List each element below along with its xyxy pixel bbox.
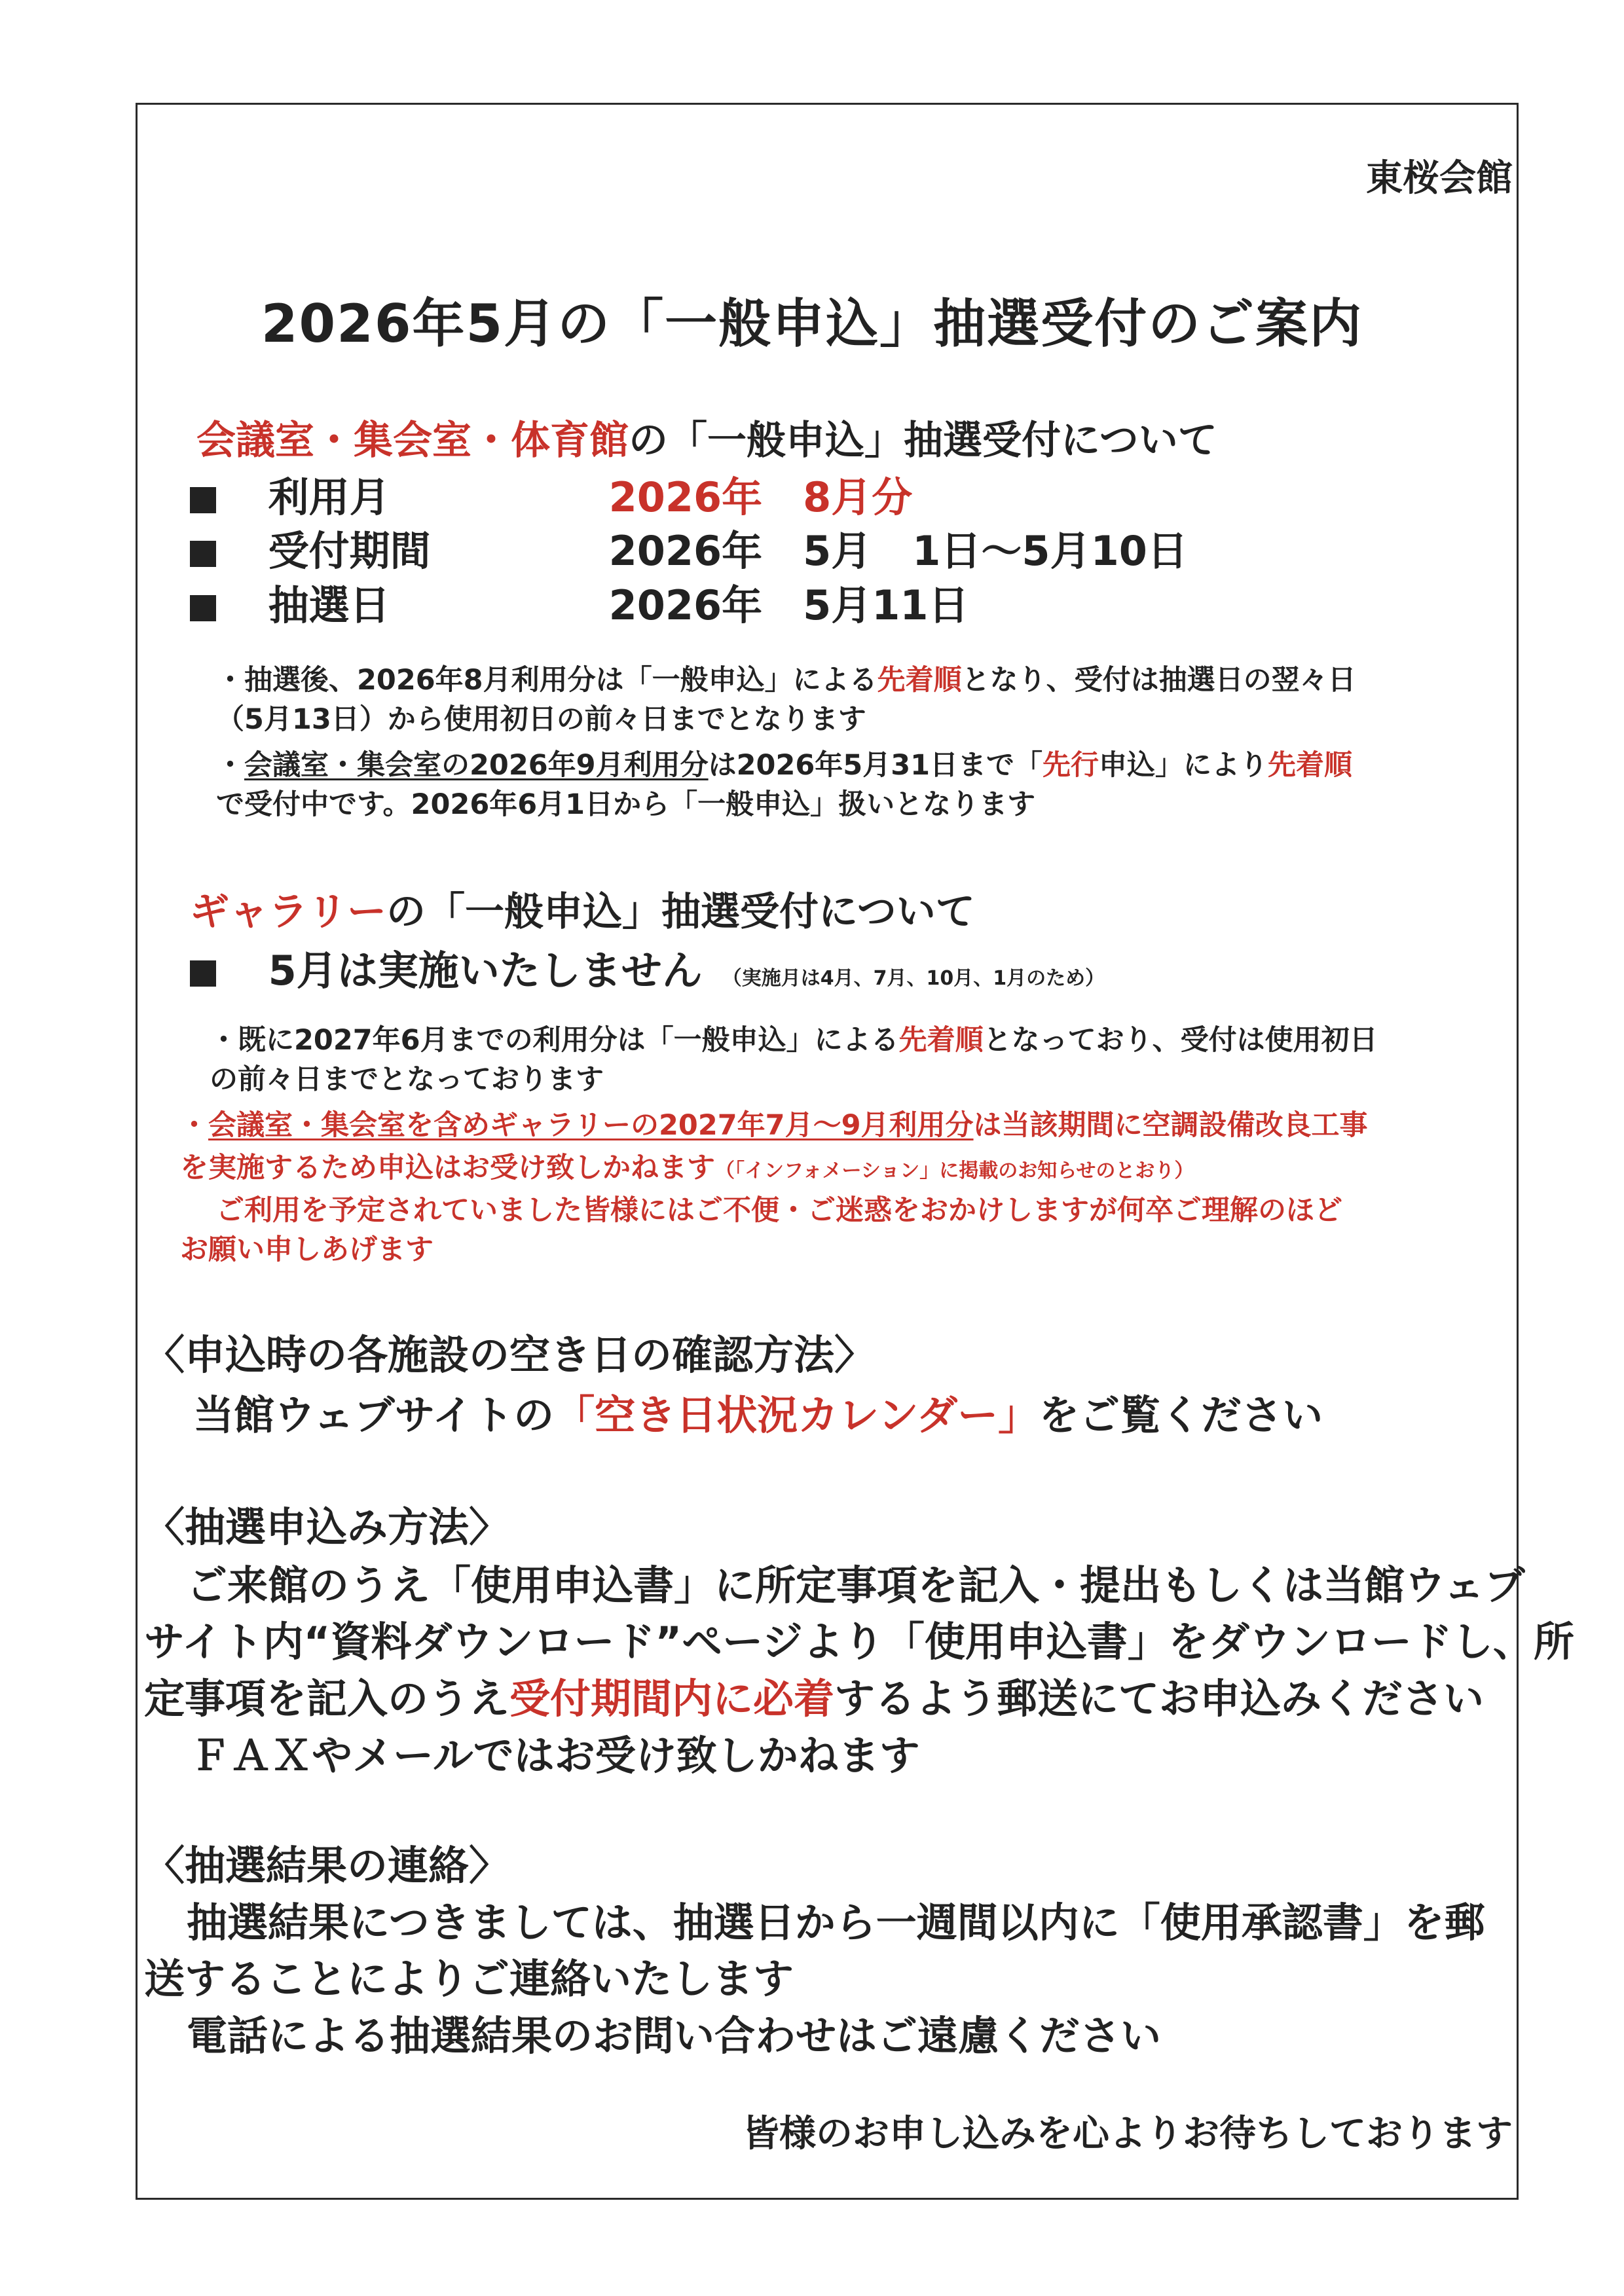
section5-line1: 抽選結果につきましては、抽選日から一週間以内に「使用承認書」を郵: [187, 1899, 1485, 1946]
section2-red-line1: ・会議室・集会室を含めギャラリーの2027年7月～9月利用分は当該期間に空調設備改良工事: [180, 1109, 1368, 1142]
section4-line4: ＦＡＸやメールではお受け致しかねます: [190, 1732, 920, 1779]
section1-note2-line1: ・会議室・集会室の2026年9月利用分は2026年5月31日まで「先行申込」により先着順: [216, 749, 1353, 782]
section2-note1-line1: ・既に2027年6月までの利用分は「一般申込」による先着順となっており、受付は使用初日: [210, 1024, 1378, 1057]
row-reception-period: 受付期間 2026年 5月 1日～5月10日: [190, 519, 1188, 577]
section1-note2-line2: で受付中です。2026年6月1日から「一般申込」扱いとなります: [216, 788, 1036, 821]
section5-heading: 〈抽選結果の連絡〉: [144, 1842, 510, 1889]
page-title: 2026年5月の「一般申込」抽選受付のご案内: [261, 293, 1363, 354]
org-name: 東桜会館: [1366, 157, 1513, 200]
section5-line3: 電話による抽選結果のお問い合わせはご遠慮ください: [187, 2012, 1162, 2060]
section3-line: 当館ウェブサイトの「空き日状況カレンダー」をご覧ください: [193, 1391, 1323, 1439]
square-bullet-icon: [190, 541, 216, 567]
section5-line2: 送することによりご連絡いたします: [144, 1955, 794, 2003]
square-bullet-icon: [190, 960, 216, 987]
section1-note1-line1: ・抽選後、2026年8月利用分は「一般申込」による先着順となり、受付は抽選日の翌々日: [216, 664, 1356, 697]
row-usage-month: 利用月 2026年 8月分: [190, 465, 912, 523]
section2-red-line3: ご利用を予定されていました皆様にはご不便・ご迷惑をおかけしますが何卒ご理解のほど: [216, 1194, 1342, 1227]
section4-heading: 〈抽選申込み方法〉: [144, 1503, 510, 1551]
section4-line2: サイト内“資料ダウンロード”ページより「使用申込書」をダウンロードし、所: [144, 1618, 1574, 1666]
section2-red-line4: お願い申しあげます: [180, 1233, 434, 1266]
section4-line3: 定事項を記入のうえ受付期間内に必着するよう郵送にてお申込みください: [144, 1675, 1485, 1722]
row-lottery-date: 抽選日 2026年 5月11日: [190, 573, 969, 631]
square-bullet-icon: [190, 487, 216, 513]
closing-message: 皆様のお申し込みを心よりお待ちしております: [743, 2113, 1513, 2155]
section1-heading: 会議室・集会室・体育館の「一般申込」抽選受付について: [196, 418, 1217, 464]
section2-red-line2: を実施するため申込はお受け致しかねます（「インフォメーション」に掲載のお知らせのとおり）: [180, 1152, 1194, 1184]
section4-line1: ご来館のうえ「使用申込書」に所定事項を記入・提出もしくは当館ウェブ: [187, 1561, 1525, 1609]
section2-note1-line2: の前々日までとなっております: [210, 1063, 604, 1096]
section2-heading: ギャラリーの「一般申込」抽選受付について: [190, 889, 975, 935]
square-bullet-icon: [190, 595, 216, 621]
section1-note1-line2: （5月13日）から使用初日の前々日までとなります: [216, 703, 866, 736]
row-gallery-status: 5月は実施いたしません （実施月は4月、7月、10月、1月のため）: [190, 938, 1105, 996]
section3-heading: 〈申込時の各施設の空き日の確認方法〉: [144, 1331, 876, 1379]
